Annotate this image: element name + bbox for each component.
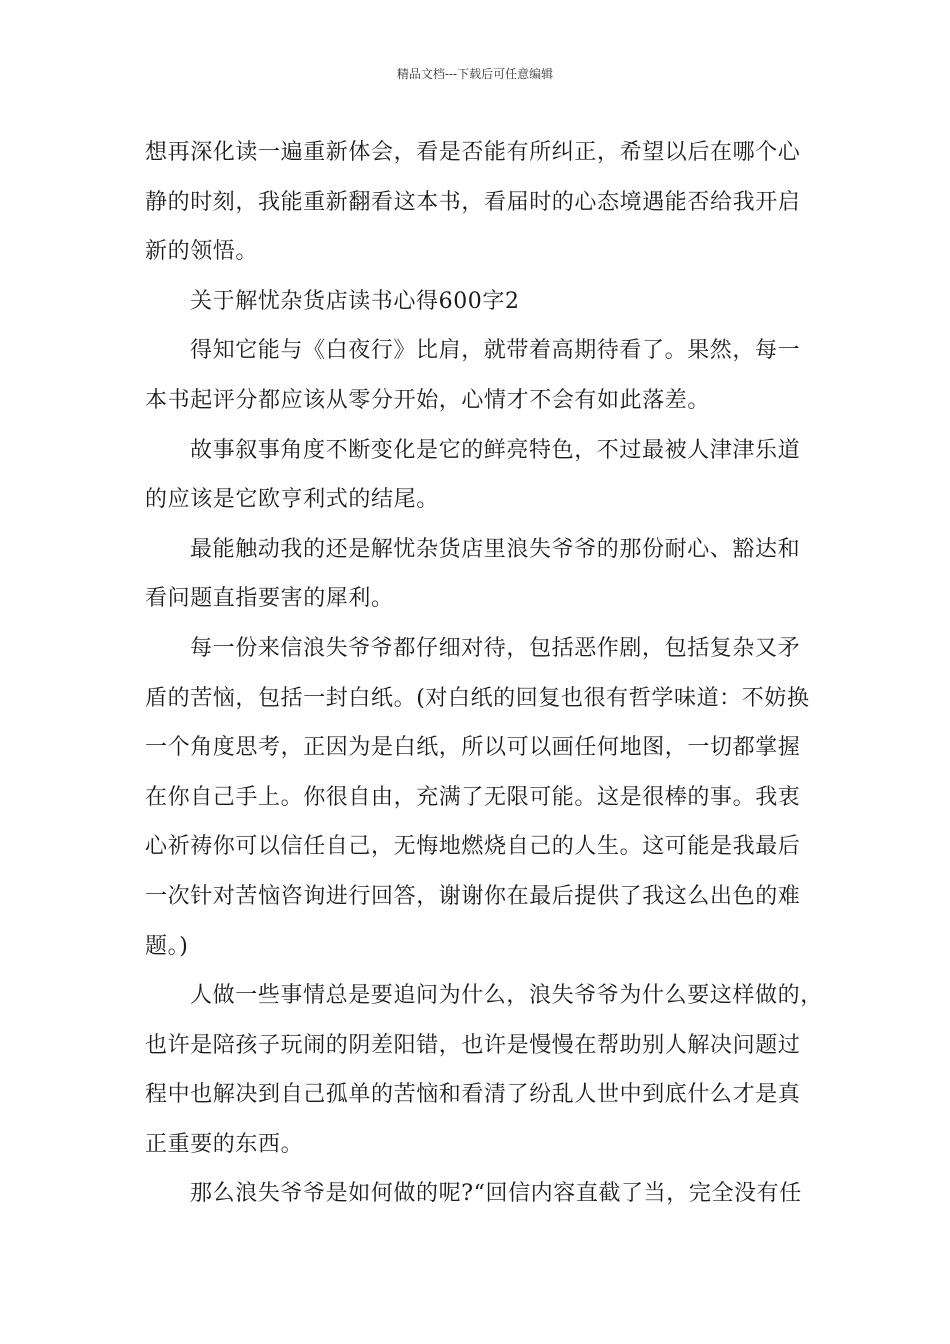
text-line: 一个角度思考，正因为是白纸，所以可以画任何地图，一切都掌握: [145, 735, 801, 761]
text-line: 新的领悟。: [145, 239, 259, 265]
text-line: 静的时刻，我能重新翻看这本书，看届时的心态境遇能否给我开启: [145, 189, 801, 215]
text-line: 题。): [145, 933, 189, 959]
text-line: 心祈祷你可以信任自己，无悔地燃烧自己的人生。这可能是我最后: [145, 834, 801, 860]
text-line: 程中也解决到自己孤单的苦恼和看清了纷乱人世中到底什么才是真: [145, 1082, 801, 1108]
text-line: 正重要的东西。: [145, 1131, 304, 1157]
text-line: 想再深化读一遍重新体会，看是否能有所纠正，希望以后在哪个心: [145, 140, 801, 165]
document-body: [145, 128, 823, 1219]
text-line: 那么浪失爷爷是如何做的呢?“回信内容直截了当，完全没有任: [190, 1181, 802, 1207]
text-line: 得知它能与《白夜行》比肩，就带着高期待看了。果然，每一: [190, 338, 801, 364]
text-line: 最能触动我的还是解忧杂货店里浪失爷爷的那份耐心、豁达和: [190, 536, 801, 562]
text-line: 盾的苦恼，包括一封白纸。(对白纸的回复也很有哲学味道：不妨换: [145, 685, 810, 711]
text-line: 在你自己手上。你很自由，充满了无限可能。这是很棒的事。我衷: [145, 784, 801, 810]
page-header: 精品文档---下载后可任意编辑: [396, 67, 554, 81]
text-line: 关于解忧杂货店读书心得600字2: [190, 288, 520, 314]
text-line: 也许是陪孩子玩闹的阴差阳错，也许是慢慢在帮助别人解决问题过: [145, 1032, 801, 1058]
text-line: 看问题直指要害的犀利。: [145, 586, 394, 612]
text-line: 每一份来信浪失爷爷都仔细对待，包括恶作剧，包括复杂又矛: [190, 635, 801, 661]
text-line: 人做一些事情总是要追问为什么，浪失爷爷为什么要这样做的，: [190, 983, 823, 1009]
text-line: 本书起评分都应该从零分开始，心情才不会有如此落差。: [145, 387, 711, 413]
text-line: 故事叙事角度不断变化是它的鲜亮特色，不过最被人津津乐道: [190, 437, 801, 463]
text-line: 的应该是它欧亨利式的结尾。: [145, 487, 439, 513]
text-line: 一次针对苦恼咨询进行回答，谢谢你在最后提供了我这么出色的难: [145, 883, 801, 909]
